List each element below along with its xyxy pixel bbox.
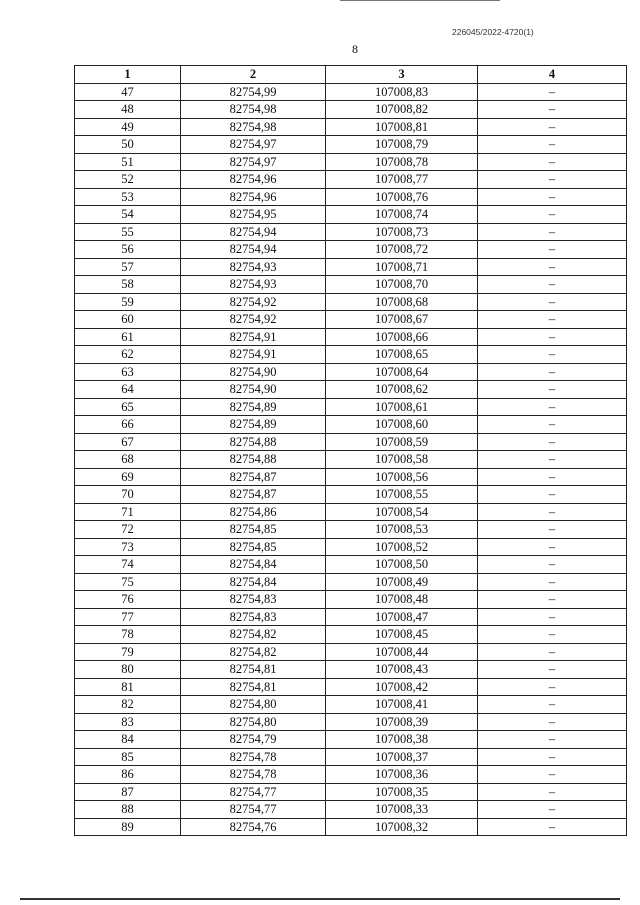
- table-cell: 107008,49: [326, 573, 478, 591]
- table-cell: –: [478, 101, 627, 119]
- table-cell: –: [478, 503, 627, 521]
- table-cell: 56: [75, 241, 181, 259]
- table-cell: 82754,90: [181, 363, 326, 381]
- table-cell: 82754,94: [181, 241, 326, 259]
- top-scan-rule: [340, 0, 500, 1]
- table-row: [75, 766, 627, 784]
- table-cell: 107008,56: [326, 468, 478, 486]
- table-cell: 47: [75, 83, 181, 101]
- table-cell: 107008,74: [326, 206, 478, 224]
- table-cell: 82754,83: [181, 608, 326, 626]
- table-row: [75, 713, 627, 731]
- table-cell: 82754,79: [181, 731, 326, 749]
- table-cell: 82754,88: [181, 451, 326, 469]
- table-row: [75, 346, 627, 364]
- table-cell: –: [478, 486, 627, 504]
- table-row: [75, 416, 627, 434]
- table-cell: 107008,73: [326, 223, 478, 241]
- table-cell: –: [478, 188, 627, 206]
- table-cell: 107008,42: [326, 678, 478, 696]
- table-row: [75, 521, 627, 539]
- table-row: [75, 451, 627, 469]
- table-cell: –: [478, 713, 627, 731]
- table-cell: –: [478, 136, 627, 154]
- table-cell: 82754,84: [181, 556, 326, 574]
- table-cell: 82754,92: [181, 293, 326, 311]
- table-row: [75, 538, 627, 556]
- table-cell: 82754,94: [181, 223, 326, 241]
- table-cell: 82754,77: [181, 783, 326, 801]
- table-cell: –: [478, 818, 627, 836]
- table-cell: 82: [75, 696, 181, 714]
- table-cell: 82754,81: [181, 661, 326, 679]
- bottom-scan-rule: [20, 898, 620, 900]
- table-cell: 107008,36: [326, 766, 478, 784]
- table-row: [75, 101, 627, 119]
- table-cell: 82754,91: [181, 328, 326, 346]
- table-cell: 63: [75, 363, 181, 381]
- table-cell: 82754,89: [181, 398, 326, 416]
- table-cell: –: [478, 783, 627, 801]
- table-row: [75, 171, 627, 189]
- column-header: 1: [75, 66, 181, 84]
- table-cell: 77: [75, 608, 181, 626]
- table-row: [75, 223, 627, 241]
- table-cell: 79: [75, 643, 181, 661]
- table-cell: 107008,41: [326, 696, 478, 714]
- table-cell: 82754,76: [181, 818, 326, 836]
- table-cell: 82754,77: [181, 801, 326, 819]
- table-row: [75, 276, 627, 294]
- table-cell: –: [478, 556, 627, 574]
- table-cell: 65: [75, 398, 181, 416]
- table-cell: –: [478, 643, 627, 661]
- table-cell: –: [478, 468, 627, 486]
- table-row: [75, 241, 627, 259]
- document-number: 226045/2022-4720(1): [452, 27, 534, 37]
- table-cell: –: [478, 538, 627, 556]
- table-row: [75, 748, 627, 766]
- table-cell: –: [478, 258, 627, 276]
- column-header: 2: [181, 66, 326, 84]
- table-row: [75, 206, 627, 224]
- table-cell: 107008,65: [326, 346, 478, 364]
- table-cell: 82754,93: [181, 276, 326, 294]
- table-cell: –: [478, 766, 627, 784]
- table-cell: 61: [75, 328, 181, 346]
- table-cell: –: [478, 626, 627, 644]
- table-cell: –: [478, 451, 627, 469]
- table-cell: 82754,87: [181, 468, 326, 486]
- table-cell: –: [478, 346, 627, 364]
- table-cell: –: [478, 171, 627, 189]
- table-body: [75, 83, 627, 836]
- table-cell: 82754,96: [181, 188, 326, 206]
- table-cell: –: [478, 398, 627, 416]
- table-cell: 82754,80: [181, 696, 326, 714]
- table-cell: 107008,68: [326, 293, 478, 311]
- table-cell: –: [478, 328, 627, 346]
- table-cell: –: [478, 731, 627, 749]
- table-row: [75, 258, 627, 276]
- table-row: [75, 696, 627, 714]
- table-cell: 82754,85: [181, 521, 326, 539]
- table-cell: 51: [75, 153, 181, 171]
- table-cell: 85: [75, 748, 181, 766]
- table-cell: 83: [75, 713, 181, 731]
- table-cell: 55: [75, 223, 181, 241]
- table-cell: 82754,82: [181, 626, 326, 644]
- table-cell: 59: [75, 293, 181, 311]
- table-cell: 107008,35: [326, 783, 478, 801]
- table-row: [75, 678, 627, 696]
- table-cell: 82754,95: [181, 206, 326, 224]
- table-cell: 107008,78: [326, 153, 478, 171]
- table-row: [75, 398, 627, 416]
- table-cell: 72: [75, 521, 181, 539]
- table-cell: 82754,88: [181, 433, 326, 451]
- table-cell: –: [478, 416, 627, 434]
- table-cell: 107008,62: [326, 381, 478, 399]
- table-cell: 82754,80: [181, 713, 326, 731]
- table-cell: 82754,86: [181, 503, 326, 521]
- table-row: [75, 661, 627, 679]
- table-cell: –: [478, 223, 627, 241]
- table-row: [75, 311, 627, 329]
- table-cell: 82754,89: [181, 416, 326, 434]
- table-cell: –: [478, 696, 627, 714]
- table-cell: 74: [75, 556, 181, 574]
- table-cell: 86: [75, 766, 181, 784]
- table-cell: 107008,33: [326, 801, 478, 819]
- table-row: [75, 643, 627, 661]
- table-cell: 82754,90: [181, 381, 326, 399]
- table-cell: 50: [75, 136, 181, 154]
- table-row: [75, 486, 627, 504]
- table-cell: 107008,53: [326, 521, 478, 539]
- table-cell: 107008,44: [326, 643, 478, 661]
- table-cell: 107008,55: [326, 486, 478, 504]
- table-cell: 82754,97: [181, 136, 326, 154]
- table-cell: 107008,54: [326, 503, 478, 521]
- table-cell: 82754,84: [181, 573, 326, 591]
- table-cell: 58: [75, 276, 181, 294]
- coordinates-table: [74, 65, 627, 836]
- table-cell: 75: [75, 573, 181, 591]
- table-cell: 62: [75, 346, 181, 364]
- table-row: [75, 626, 627, 644]
- table-cell: 48: [75, 101, 181, 119]
- table-cell: –: [478, 153, 627, 171]
- table-cell: 82754,78: [181, 766, 326, 784]
- table-cell: 82754,92: [181, 311, 326, 329]
- table-cell: 107008,79: [326, 136, 478, 154]
- column-header: 3: [326, 66, 478, 84]
- table-row: [75, 468, 627, 486]
- column-header: 4: [478, 66, 627, 84]
- table-cell: 107008,71: [326, 258, 478, 276]
- table-cell: –: [478, 608, 627, 626]
- table-cell: 82754,98: [181, 101, 326, 119]
- table-cell: –: [478, 661, 627, 679]
- table-cell: 82754,87: [181, 486, 326, 504]
- table-cell: –: [478, 678, 627, 696]
- table-cell: 69: [75, 468, 181, 486]
- table-cell: 107008,50: [326, 556, 478, 574]
- table-cell: 107008,83: [326, 83, 478, 101]
- table-row: [75, 573, 627, 591]
- table-row: [75, 556, 627, 574]
- table-row: [75, 433, 627, 451]
- table-cell: 54: [75, 206, 181, 224]
- table-cell: 107008,58: [326, 451, 478, 469]
- table-cell: 82754,82: [181, 643, 326, 661]
- table-row: [75, 118, 627, 136]
- table-cell: 82754,78: [181, 748, 326, 766]
- table-cell: –: [478, 381, 627, 399]
- table-cell: 80: [75, 661, 181, 679]
- table-cell: –: [478, 801, 627, 819]
- table-row: [75, 731, 627, 749]
- table-row: [75, 293, 627, 311]
- table-cell: 107008,81: [326, 118, 478, 136]
- table-cell: 82754,97: [181, 153, 326, 171]
- table-row: [75, 153, 627, 171]
- table-cell: 57: [75, 258, 181, 276]
- table-cell: 107008,76: [326, 188, 478, 206]
- table-row: [75, 591, 627, 609]
- table-cell: 89: [75, 818, 181, 836]
- table-cell: 60: [75, 311, 181, 329]
- table-cell: 78: [75, 626, 181, 644]
- table-cell: 107008,66: [326, 328, 478, 346]
- table-cell: –: [478, 573, 627, 591]
- table-cell: 82754,81: [181, 678, 326, 696]
- table-cell: 107008,32: [326, 818, 478, 836]
- table-row: [75, 363, 627, 381]
- table-cell: 107008,60: [326, 416, 478, 434]
- page-number: 8: [352, 42, 358, 56]
- table-cell: 82754,98: [181, 118, 326, 136]
- table-cell: 107008,47: [326, 608, 478, 626]
- table-row: [75, 801, 627, 819]
- table-row: [75, 188, 627, 206]
- table-cell: 107008,70: [326, 276, 478, 294]
- table-cell: 81: [75, 678, 181, 696]
- table-row: [75, 381, 627, 399]
- table-cell: –: [478, 276, 627, 294]
- table-cell: –: [478, 206, 627, 224]
- table-cell: 107008,39: [326, 713, 478, 731]
- table-cell: 70: [75, 486, 181, 504]
- table-cell: –: [478, 521, 627, 539]
- table-cell: 71: [75, 503, 181, 521]
- table-cell: 52: [75, 171, 181, 189]
- table-cell: –: [478, 748, 627, 766]
- table-cell: 66: [75, 416, 181, 434]
- table-cell: –: [478, 118, 627, 136]
- table-cell: 49: [75, 118, 181, 136]
- table-cell: 107008,43: [326, 661, 478, 679]
- table-cell: 82754,96: [181, 171, 326, 189]
- table-cell: –: [478, 293, 627, 311]
- table-cell: –: [478, 241, 627, 259]
- table-cell: –: [478, 83, 627, 101]
- table-row: [75, 783, 627, 801]
- table-row: [75, 83, 627, 101]
- table-cell: 64: [75, 381, 181, 399]
- table-cell: –: [478, 363, 627, 381]
- table-cell: –: [478, 591, 627, 609]
- table-cell: 107008,52: [326, 538, 478, 556]
- table-cell: 107008,72: [326, 241, 478, 259]
- table-cell: 82754,99: [181, 83, 326, 101]
- table-row: [75, 328, 627, 346]
- table-cell: 84: [75, 731, 181, 749]
- table-cell: 88: [75, 801, 181, 819]
- table-header-row: [75, 66, 627, 84]
- table-cell: 53: [75, 188, 181, 206]
- table-cell: 73: [75, 538, 181, 556]
- table-cell: 82754,91: [181, 346, 326, 364]
- table-cell: 107008,67: [326, 311, 478, 329]
- table-cell: 76: [75, 591, 181, 609]
- table-cell: 82754,85: [181, 538, 326, 556]
- table-cell: 107008,64: [326, 363, 478, 381]
- table-cell: 107008,82: [326, 101, 478, 119]
- table-cell: 67: [75, 433, 181, 451]
- table-cell: 107008,48: [326, 591, 478, 609]
- table-cell: 107008,38: [326, 731, 478, 749]
- table-cell: 107008,61: [326, 398, 478, 416]
- table-row: [75, 503, 627, 521]
- table-cell: 82754,83: [181, 591, 326, 609]
- table-cell: –: [478, 433, 627, 451]
- table-row: [75, 608, 627, 626]
- table-cell: 82754,93: [181, 258, 326, 276]
- table-cell: 107008,45: [326, 626, 478, 644]
- table-cell: 107008,37: [326, 748, 478, 766]
- table-row: [75, 818, 627, 836]
- table-cell: 68: [75, 451, 181, 469]
- table-cell: 107008,77: [326, 171, 478, 189]
- table-row: [75, 136, 627, 154]
- table-cell: 87: [75, 783, 181, 801]
- table-cell: –: [478, 311, 627, 329]
- table-cell: 107008,59: [326, 433, 478, 451]
